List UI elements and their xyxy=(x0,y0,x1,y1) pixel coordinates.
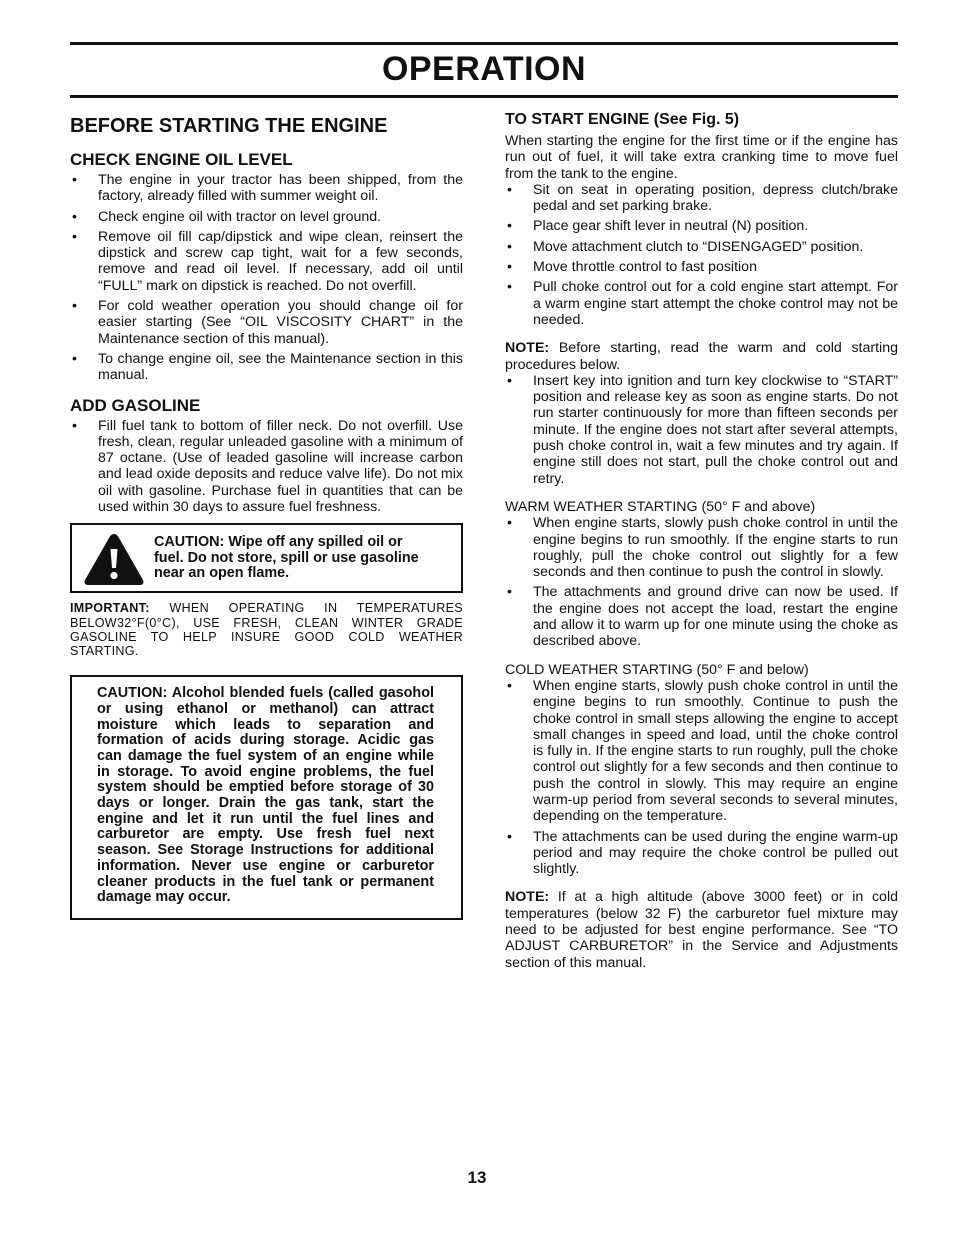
list-item: • Check engine oil with tractor on level ground. xyxy=(70,209,463,225)
note-label: NOTE: xyxy=(505,340,550,357)
list-item: • To change engine oil, see the Maintenance section in this manual. xyxy=(70,351,463,384)
list-item: • The attachments can be used during the engine warm-up period and may require the choke control be pulled out slightly. xyxy=(505,829,898,878)
cold-weather-heading: COLD WEATHER STARTING (50° F and below) xyxy=(505,661,809,678)
caution-text: CAUTION: Wipe off any spilled oil or fuel. Do not store, spill or use gasoline near an open flame. xyxy=(154,534,419,582)
list-item: • The engine in your tractor has been shipped, from the factory, already filled with summer weight oil. xyxy=(70,172,463,205)
oil-list xyxy=(70,172,463,384)
intro-paragraph: When starting the engine for the first time or if the engine has run out of fuel, it will take extra cranking time to move fuel from the tank to the engine. xyxy=(505,133,898,182)
section-heading-before-starting: BEFORE STARTING THE ENGINE xyxy=(70,115,388,137)
important-label: IMPORTANT: xyxy=(70,601,150,616)
warm-weather-heading: WARM WEATHER STARTING (50° F and above) xyxy=(505,498,816,515)
left-column xyxy=(70,110,463,920)
note-text: Before starting, read the warm and cold starting procedures below. xyxy=(505,340,898,373)
note-altitude xyxy=(505,889,898,970)
subheading-check-oil: CHECK ENGINE OIL LEVEL xyxy=(70,150,293,169)
important-note xyxy=(70,601,463,658)
note-label: NOTE: xyxy=(505,889,550,906)
note-before-starting xyxy=(505,340,898,373)
right-column xyxy=(505,110,898,971)
header-rule-bottom xyxy=(70,95,898,98)
list-item: • Fill fuel tank to bottom of filler neck. Do not overfill. Use fresh, clean, regular unleaded gasoline with a minimum of 87 octane. (Use of leaded gasoline will increase carbon and lead oxide deposits and reduce valve life). Do not mix oil with gasoline. Purchase fuel in quantities that can be used within 30 days to assure fuel freshness. xyxy=(70,418,463,516)
warm-weather-list xyxy=(505,515,898,649)
page-number: 13 xyxy=(467,1168,487,1187)
start-steps-list xyxy=(505,182,898,328)
caution-box-alcohol-fuels xyxy=(70,675,463,920)
cold-weather-list xyxy=(505,678,898,878)
list-item: • When engine starts, slowly push choke control in until the engine begins to run smoothly. Continue to push the choke control in small steps allowing the engine to accept small changes in speed and load, until the choke control is fully in. If the engine starts to run roughly, pull the choke control out slightly for a few seconds and then continue to push the control in slowly. This may require an engine warm-up period from several seconds to several minutes, depending on the temperature. xyxy=(505,678,898,825)
ignition-list xyxy=(505,373,898,487)
list-item: • The attachments and ground drive can now be used. If the engine does not accept the load, restart the engine and allow it to warm up for one minute using the choke as described above. xyxy=(505,584,898,649)
header-rule-top xyxy=(70,42,898,45)
list-item: • Move attachment clutch to “DISENGAGED” position. xyxy=(505,239,898,255)
subheading-add-gasoline: ADD GASOLINE xyxy=(70,395,201,415)
warning-triangle-icon xyxy=(82,531,146,587)
important-text: WHEN OPERATING IN TEMPERATURES BELOW32°F(0°C), USE FRESH, CLEAN WINTER GRADE GASOLINE TO HELP INSURE GOOD COLD WEATHER STARTING. xyxy=(70,601,463,658)
list-item: • Pull choke control out for a cold engine start attempt. For a warm engine start attempt the choke control may not be needed. xyxy=(505,279,898,328)
list-item: • Place gear shift lever in neutral (N) position. xyxy=(505,218,898,234)
caution-box-spill xyxy=(70,523,463,593)
list-item: • Remove oil fill cap/dipstick and wipe clean, reinsert the dipstick and screw cap tight, wait for a few seconds, remove and read oil level. If necessary, add oil until “FULL” mark on dipstick is reached. Do not overfill. xyxy=(70,229,463,294)
caution-text: CAUTION: Alcohol blended fuels (called gasohol or using ethanol or methanol) can attract moisture which leads to separation and formation of acids during storage. Acidic gas can damage the fuel system of an engine while in storage. To avoid engine problems, the fuel system should be emptied before storage of 30 days or longer. Drain the gas tank, start the engine and let it run until the fuel lines and carburetor are empty. Use fresh fuel next season. See Storage Instructions for additional information. Never use engine or carburetor cleaner products in the fuel tank or permanent damage may occur. xyxy=(97,685,434,906)
page-title: OPERATION xyxy=(381,50,587,88)
section-heading-start-engine: TO START ENGINE (See Fig. 5) xyxy=(505,111,740,128)
list-item: • Move throttle control to fast position xyxy=(505,259,898,275)
list-item: • For cold weather operation you should change oil for easier starting (See “OIL VISCOSITY CHART” in the Maintenance section of this manual). xyxy=(70,298,463,347)
gas-list xyxy=(70,418,463,516)
note-text: If at a high altitude (above 3000 feet) or in cold temperatures (below 32 F) the carburetor fuel mixture may need to be adjusted for best engine performance. See “TO ADJUST CARBURETOR” in the Service and Adjustments section of this manual. xyxy=(505,889,898,971)
list-item: • Sit on seat in operating position, depress clutch/brake pedal and set parking brake. xyxy=(505,182,898,215)
list-item: • When engine starts, slowly push choke control in until the engine begins to run smoothly. If the engine starts to run roughly, pull the choke control out slightly for a few seconds and then continue to push the control in slowly. xyxy=(505,515,898,580)
list-item: • Insert key into ignition and turn key clockwise to “START” position and release key as soon as engine starts. Do not run starter continuously for more than fifteen seconds per minute. If the engine does not start after several attempts, push choke control in, wait a few minutes and try again. If engine still does not start, pull the choke control out and retry. xyxy=(505,373,898,487)
